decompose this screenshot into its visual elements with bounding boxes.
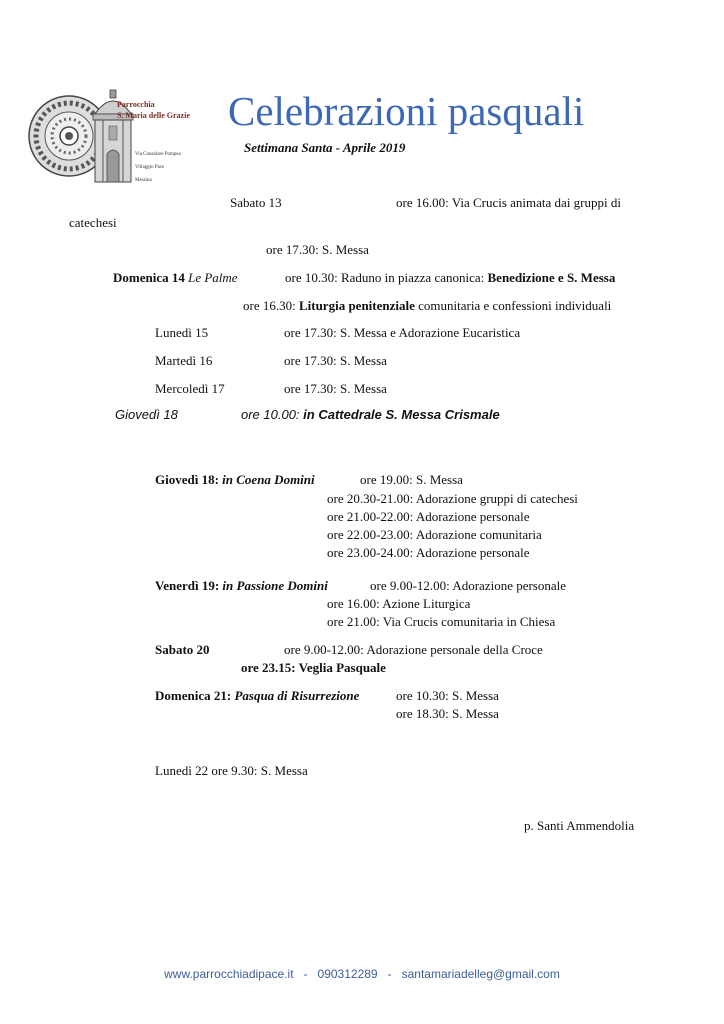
sunday-14-time-2-rest: comunitaria e confessioni individuali [414, 298, 612, 313]
thursday-18-chrism-day: Giovedì 18 [115, 407, 178, 422]
sunday-14-time-2-bold: Liturgia penitenziale [298, 298, 415, 313]
saturday-13-continuation: catechesi [69, 215, 117, 230]
monday-15-time: ore 17.30: S. Messa e Adorazione Eucaristica [284, 325, 521, 340]
logo-address-city: Messina [135, 178, 152, 183]
sunday-21-heading [155, 688, 359, 704]
saturday-13-time-1: ore 16.00: Via Crucis animata dai gruppi di [396, 195, 621, 210]
sunday-21-item-2: ore 18.30: S. Messa [396, 706, 499, 721]
monday-15-day: Lunedì 15 [155, 325, 209, 340]
friday-19-item-3: ore 21.00: Via Crucis comunitaria in Chiesa [327, 614, 556, 629]
sunday-14-day: Domenica 14 [113, 270, 185, 285]
logo-parish-label: Parrocchia [117, 100, 155, 109]
sunday-21-name: Pasqua di Risurrezione [234, 688, 360, 703]
thursday-18-chrism-time-bold: in Cattedrale S. Messa Crismale [303, 407, 500, 422]
sunday-14-time-2 [243, 298, 611, 314]
thursday-18-coena-item-2: ore 20.30-21.00: Adorazione gruppi di catechesi [327, 491, 578, 506]
sunday-21-item-1: ore 10.30: S. Messa [396, 688, 499, 703]
monday-22-line: Lunedì 22 ore 9.30: S. Messa [155, 763, 308, 778]
parish-logo [25, 84, 190, 188]
sunday-14-time-1 [285, 270, 615, 286]
footer-contacts: www.parrocchiadipace.it - 090312289 - santamariadelleg@gmail.com [164, 967, 560, 981]
page-subtitle: Settimana Santa - Aprile 2019 [244, 140, 406, 155]
friday-19-name: in Passione Domini [222, 578, 328, 593]
tuesday-16-day: Martedì 16 [155, 353, 213, 368]
logo-address-village: Villaggio Pace [135, 165, 165, 170]
thursday-18-coena-heading [155, 472, 315, 488]
sunday-14-line [113, 270, 238, 286]
friday-19-heading [155, 578, 328, 594]
logo-address-street: Via Consolare Pompea [135, 152, 181, 157]
saturday-20-time-1: ore 9.00-12.00: Adorazione personale della Croce [284, 642, 543, 657]
sunday-14-time-1-text: ore 10.30: Raduno in piazza canonica: [285, 270, 488, 285]
thursday-18-chrism-time-text: ore 10.00: [241, 407, 304, 422]
sunday-14-name: Le Palme [188, 270, 238, 285]
page-title: Celebrazioni pasquali [228, 88, 585, 134]
thursday-18-coena-day: Giovedì 18: [155, 472, 223, 487]
wednesday-17-day: Mercoledì 17 [155, 381, 225, 396]
friday-19-item-2: ore 16.00: Azione Liturgica [327, 596, 471, 611]
logo-parish-name: S. Maria delle Grazie [117, 111, 190, 120]
friday-19-item-1: ore 9.00-12.00: Adorazione personale [370, 578, 567, 593]
thursday-18-coena-item-5: ore 23.00-24.00: Adorazione personale [327, 545, 530, 560]
thursday-18-coena-item-1: ore 19.00: S. Messa [360, 472, 463, 487]
saturday-13-time-2: ore 17.30: S. Messa [266, 242, 369, 257]
wednesday-17-time: ore 17.30: S. Messa [284, 381, 387, 396]
friday-19-day: Venerdì 19: [155, 578, 223, 593]
sunday-14-time-2-text: ore 16.30: [243, 298, 299, 313]
thursday-18-chrism-time [241, 407, 500, 422]
saturday-20-time-2: ore 23.15: Veglia Pasquale [241, 660, 386, 675]
thursday-18-coena-item-3: ore 21.00-22.00: Adorazione personale [327, 509, 530, 524]
signature: p. Santi Ammendolia [524, 818, 635, 833]
sunday-14-time-1-bold: Benedizione e S. Messa [487, 270, 616, 285]
thursday-18-coena-name: in Coena Domini [222, 472, 315, 487]
tuesday-16-time: ore 17.30: S. Messa [284, 353, 387, 368]
sunday-21-day: Domenica 21: [155, 688, 235, 703]
saturday-20-day: Sabato 20 [155, 642, 210, 657]
saturday-13-day: Sabato 13 [230, 195, 282, 210]
thursday-18-coena-item-4: ore 22.00-23.00: Adorazione comunitaria [327, 527, 542, 542]
